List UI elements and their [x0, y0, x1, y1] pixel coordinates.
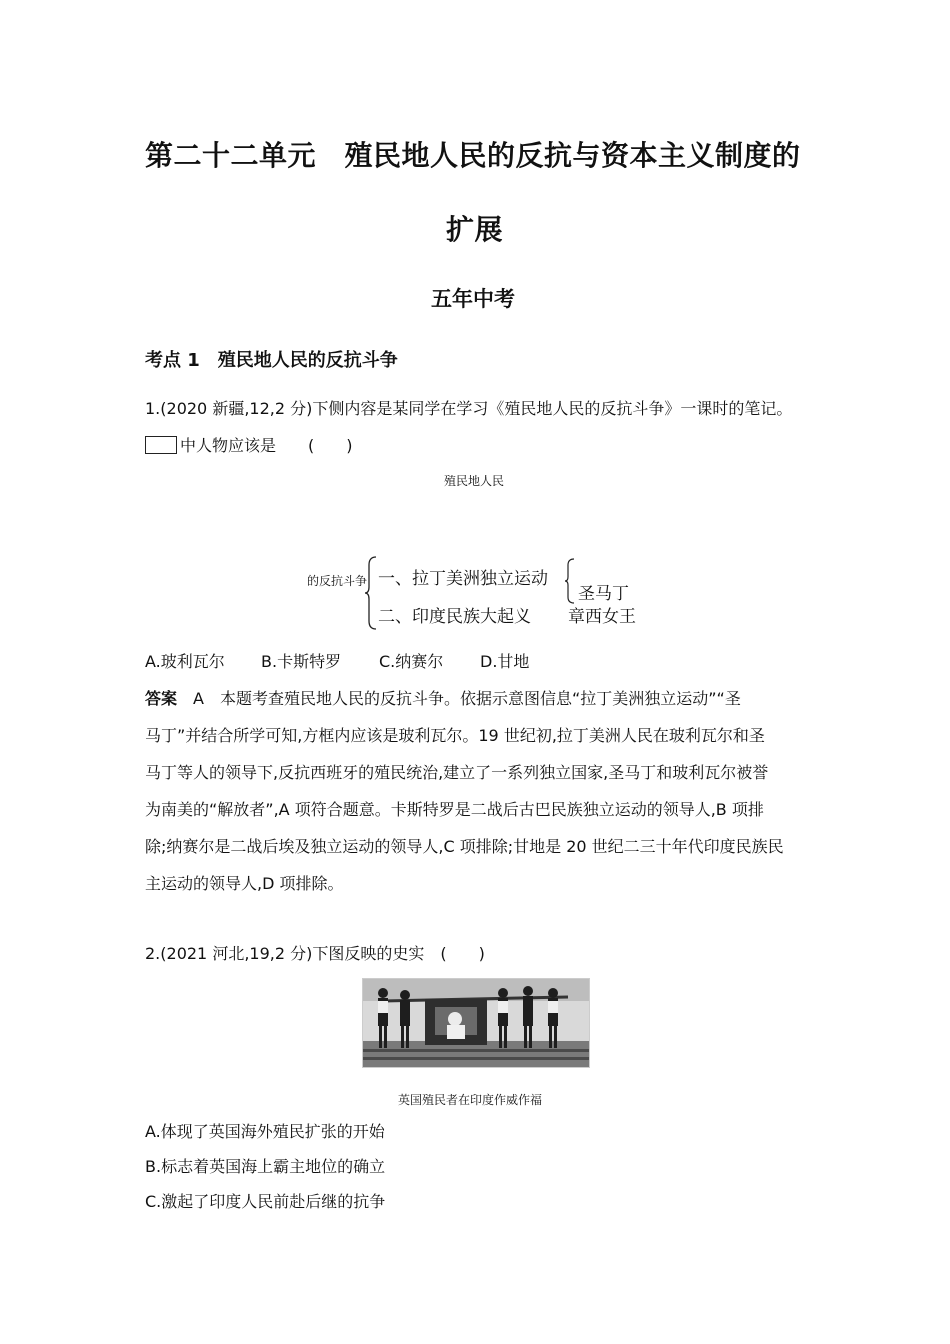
answer-line-6: 主运动的领导人,D 项排除。: [145, 874, 344, 893]
question-2-stem: 2.(2021 河北,19,2 分)下图反映的史实 ( ): [145, 944, 485, 963]
diagram-right-brace: [564, 557, 576, 605]
answer-blank-box: [145, 436, 177, 454]
question-1-stem-cont: 中人物应该是 ( ): [180, 436, 353, 455]
historical-photo: [362, 978, 590, 1068]
diagram-item-2: 二、印度民族大起义: [378, 607, 531, 627]
diagram-top-label: 殖民地人民: [444, 474, 505, 488]
q2-option-b: B.标志着英国海上霸主地位的确立: [145, 1157, 386, 1176]
diagram-left-label: 的反抗斗争: [307, 574, 368, 588]
question-1-stem: 1.(2020 新疆,12,2 分)下侧内容是某同学在学习《殖民地人民的反抗斗争》一课时的笔记。: [145, 399, 793, 418]
answer-line-5: 除;纳赛尔是二战后埃及独立运动的领导人,C 项排除;甘地是 20 世纪二三十年代印度民族民: [145, 837, 784, 856]
option-b: B.卡斯特罗: [261, 652, 342, 671]
option-a: A.玻利瓦尔: [145, 652, 225, 671]
diagram-item-1: 一、拉丁美洲独立运动: [378, 569, 548, 589]
diagram-item-2-person: 章西女王: [568, 607, 636, 627]
option-c: C.纳赛尔: [379, 652, 444, 671]
q2-option-a: A.体现了英国海外殖民扩张的开始: [145, 1122, 385, 1141]
diagram-item-1-person: 圣马丁: [578, 584, 629, 604]
section-heading: 考点 1 殖民地人民的反抗斗争: [145, 350, 398, 371]
answer-text-1: A 本题考查殖民地人民的反抗斗争。依据示意图信息“拉丁美洲独立运动”“圣: [193, 689, 741, 708]
photo-caption: 英国殖民者在印度作威作福: [398, 1093, 543, 1107]
option-d: D.甘地: [480, 652, 530, 671]
page-title-line1: 第二十二单元 殖民地人民的反抗与资本主义制度的: [145, 139, 801, 172]
page-subtitle: 五年中考: [431, 287, 515, 311]
answer-line-3: 马丁等人的领导下,反抗西班牙的殖民统治,建立了一系列独立国家,圣马丁和玻利瓦尔被誉: [145, 763, 769, 782]
page-title-line2: 扩展: [446, 213, 504, 246]
answer-line-1: [145, 687, 741, 711]
answer-line-4: 为南美的“解放者”,A 项符合题意。卡斯特罗是二战后古巴民族独立运动的领导人,B 项排: [145, 800, 764, 819]
q2-option-c: C.激起了印度人民前赴后继的抗争: [145, 1192, 386, 1211]
answer-label: 答案: [145, 689, 178, 708]
answer-line-2: 马丁”并结合所学可知,方框内应该是玻利瓦尔。19 世纪初,拉丁美洲人民在玻利瓦尔和圣: [145, 726, 765, 745]
diagram-left-brace: [364, 555, 378, 631]
